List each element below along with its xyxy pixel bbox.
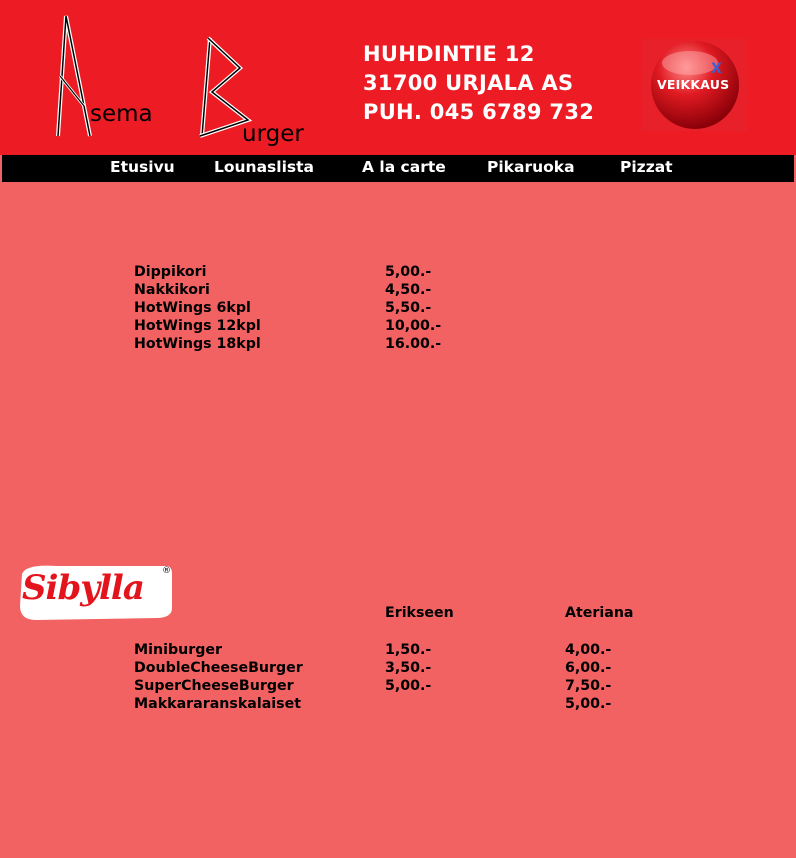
sibylla-registered: ® bbox=[162, 566, 171, 576]
menu-item-price: 16.00.- bbox=[385, 336, 442, 352]
address-phone: PUH. 045 6789 732 bbox=[363, 100, 595, 124]
menu-item-name: Makkararanskalaiset bbox=[134, 696, 301, 712]
menu-item-price: 10,00.- bbox=[385, 318, 442, 334]
menu-item-name: Dippikori bbox=[134, 264, 207, 280]
menu-item-name: SuperCheeseBurger bbox=[134, 678, 294, 694]
menu-item-price: 5,00.- bbox=[385, 264, 432, 280]
main-nav bbox=[2, 155, 794, 182]
menu-item-price: 5,50.- bbox=[385, 300, 432, 316]
veikkaus-label: VEIKKAUS bbox=[657, 77, 730, 92]
nav-a-la-carte[interactable]: A la carte bbox=[362, 158, 446, 176]
address-city: 31700 URJALA AS bbox=[363, 71, 574, 95]
page-header bbox=[0, 0, 796, 155]
sibylla-logo bbox=[16, 560, 176, 630]
menu-item-name: DoubleCheeseBurger bbox=[134, 660, 303, 676]
menu-item-name: HotWings 12kpl bbox=[134, 318, 261, 334]
menu-item-name: HotWings 18kpl bbox=[134, 336, 261, 352]
asema-burger-logo[interactable] bbox=[50, 8, 330, 148]
col-header-meal: Ateriana bbox=[565, 605, 634, 621]
contact-address bbox=[363, 40, 594, 127]
address-street: HUHDINTIE 12 bbox=[363, 42, 535, 66]
logo-word-burger: urger bbox=[242, 121, 304, 147]
nav-pizzat[interactable]: Pizzat bbox=[620, 158, 673, 176]
nav-lounaslista[interactable]: Lounaslista bbox=[214, 158, 315, 176]
nav-pikaruoka[interactable]: Pikaruoka bbox=[487, 158, 575, 176]
menu-item-single-price: 5,00.- bbox=[385, 678, 432, 694]
menu-item-price: 4,50.- bbox=[385, 282, 432, 298]
veikkaus-logo[interactable] bbox=[640, 37, 750, 133]
veikkaus-mark: X bbox=[711, 61, 722, 77]
col-header-single: Erikseen bbox=[385, 605, 454, 621]
logo-word-asema: sema bbox=[90, 101, 153, 127]
sibylla-brand: Sibylla bbox=[22, 568, 144, 608]
menu-item-single-price: 1,50.- bbox=[385, 642, 432, 658]
menu-item-meal-price: 4,00.- bbox=[565, 642, 612, 658]
menu-item-name: Miniburger bbox=[134, 642, 222, 658]
menu-item-name: HotWings 6kpl bbox=[134, 300, 251, 316]
menu-item-meal-price: 7,50.- bbox=[565, 678, 612, 694]
menu-item-name: Nakkikori bbox=[134, 282, 210, 298]
menu-item-meal-price: 5,00.- bbox=[565, 696, 612, 712]
menu-item-single-price: 3,50.- bbox=[385, 660, 432, 676]
menu-item-meal-price: 6,00.- bbox=[565, 660, 612, 676]
nav-etusivu[interactable]: Etusivu bbox=[110, 158, 175, 176]
